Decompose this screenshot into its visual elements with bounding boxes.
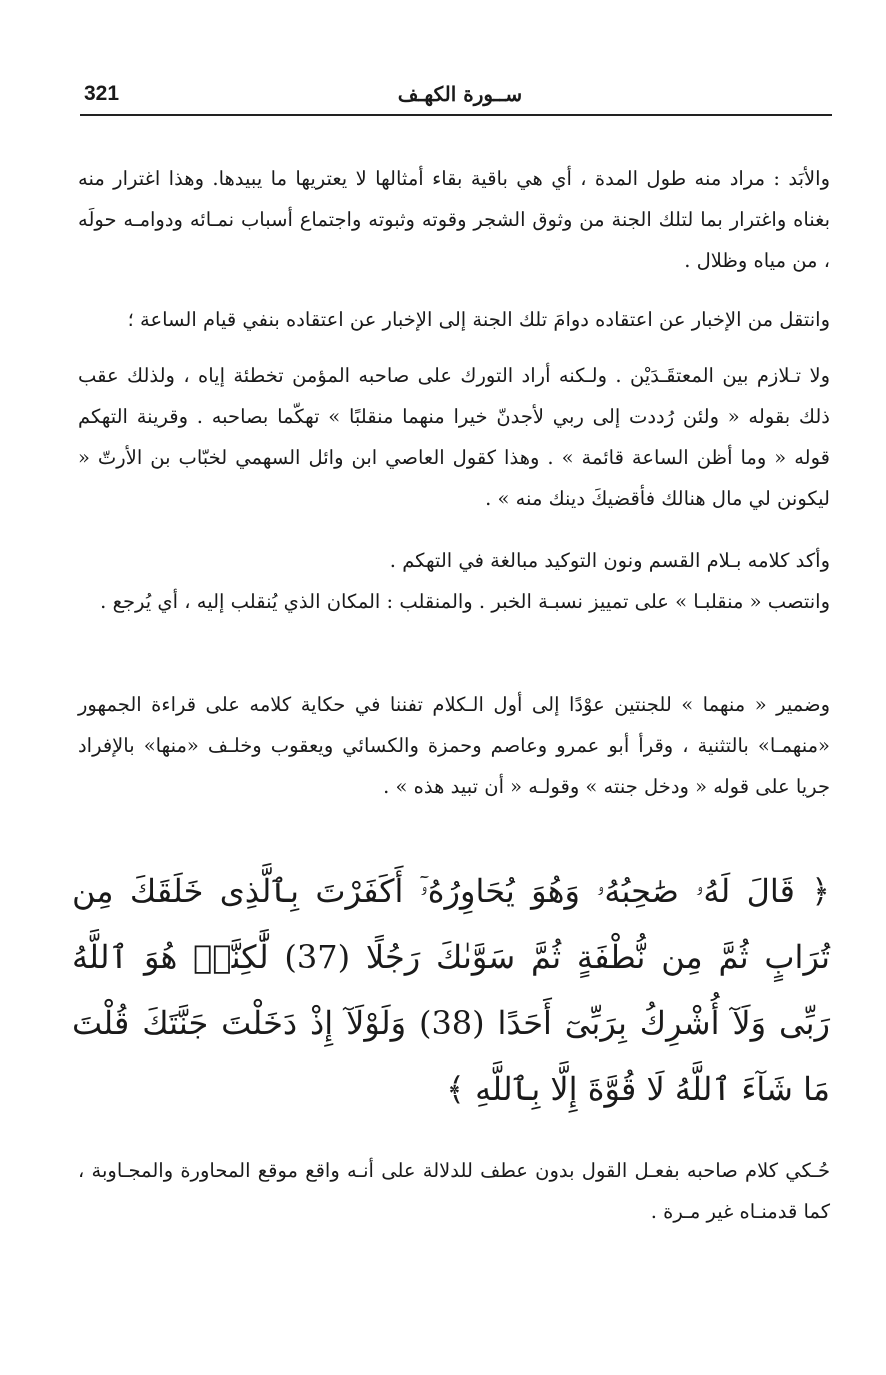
paragraph-intiqal: وانتقل من الإخبار عن اعتقاده دوامَ تلك الجنة إلى الإخبار عن اعتقاده بنفي قيام الساعة ؛ <box>127 308 830 331</box>
paragraph-talazum: ولا تـلازم بين المعتقَـدَيْن . ولـكنه أراد التورك على صاحبه المؤمن تخطئة إياه ، ولذلك عقب ذلك بقوله « ولئن رُددت إلى ربي لأجدنّ خيرا منهما منقلبًا » تهكّما بصاحبه . وقرينة التهكم قوله « وما أظن الساعة قائمة » . وهذا كقول العاصي ابن وائل السهمي لخبّاب بن الأرتّ « ليكونن لي مال هنالك فأقضيكَ دينك منه » . <box>78 364 830 510</box>
surah-title: ســورة الكهـف <box>397 82 523 106</box>
paragraph-taakid: وأكد كلامه بـلام القسم ونون التوكيد مبالغة في التهكم . <box>389 549 830 572</box>
paragraph-hukiya: حُـكي كلام صاحبه بفعـل القول بدون عطف للدلالة على أنـه واقع موقع المحاورة والمجـاوبة ، كما قدمنـاه غير مـرة . <box>78 1159 830 1223</box>
paragraph-intasaba: وانتصب « منقلبـا » على تمييز نسبـة الخبر . والمنقلب : المكان الذي يُنقلب إليه ، أي يُرجع . <box>100 590 830 613</box>
paragraph-abad: والأبَد : مراد منه طول المدة ، أي هي باقية بقاء أمثالها لا يعتريها ما يبيدها. وهذا اغترار منه بغناه واغترار بما لتلك الجنة من وثوق الشجر وقوته وثبوته واجتماع أسباب نمـائه ودوامـه حولَه ، من مياه وظلال . <box>78 167 830 272</box>
page-number: 321 <box>84 82 120 105</box>
header-rule <box>80 114 832 116</box>
page-header <box>80 78 832 112</box>
quran-verses: ﴿ قَالَ لَهُۥ صَٰحِبُهُۥ وَهُوَ يُحَاوِرُهُۥٓ أَكَفَرْتَ بِٱلَّذِى خَلَقَكَ مِن تُرَابٍ ثُمَّ مِن نُّطْفَةٍ ثُمَّ سَوَّىٰكَ رَجُلًا (37) لَّٰكِنَّا۠ هُوَ ٱللَّهُ رَبِّى وَلَآ أُشْرِكُ بِرَبِّىٓ أَحَدًا (38) وَلَوْلَآ إِذْ دَخَلْتَ جَنَّتَكَ قُلْتَ مَا شَآءَ ٱللَّهُ لَا قُوَّةَ إِلَّا بِٱللَّهِ ﴾ <box>72 872 831 1108</box>
paragraph-damir: وضمير « منهما » للجنتين عوْدًا إلى أول الـكلام تفننا في حكاية كلامه على قراءة الجمهور «منهمـا» بالتثنية ، وقرأ أبو عمرو وعاصم وحمزة والكسائي ويعقوب وخلـف «منها» بالإفراد جريا على قوله « ودخل جنته » وقولـه « أن تبيد هذه » . <box>78 693 830 798</box>
